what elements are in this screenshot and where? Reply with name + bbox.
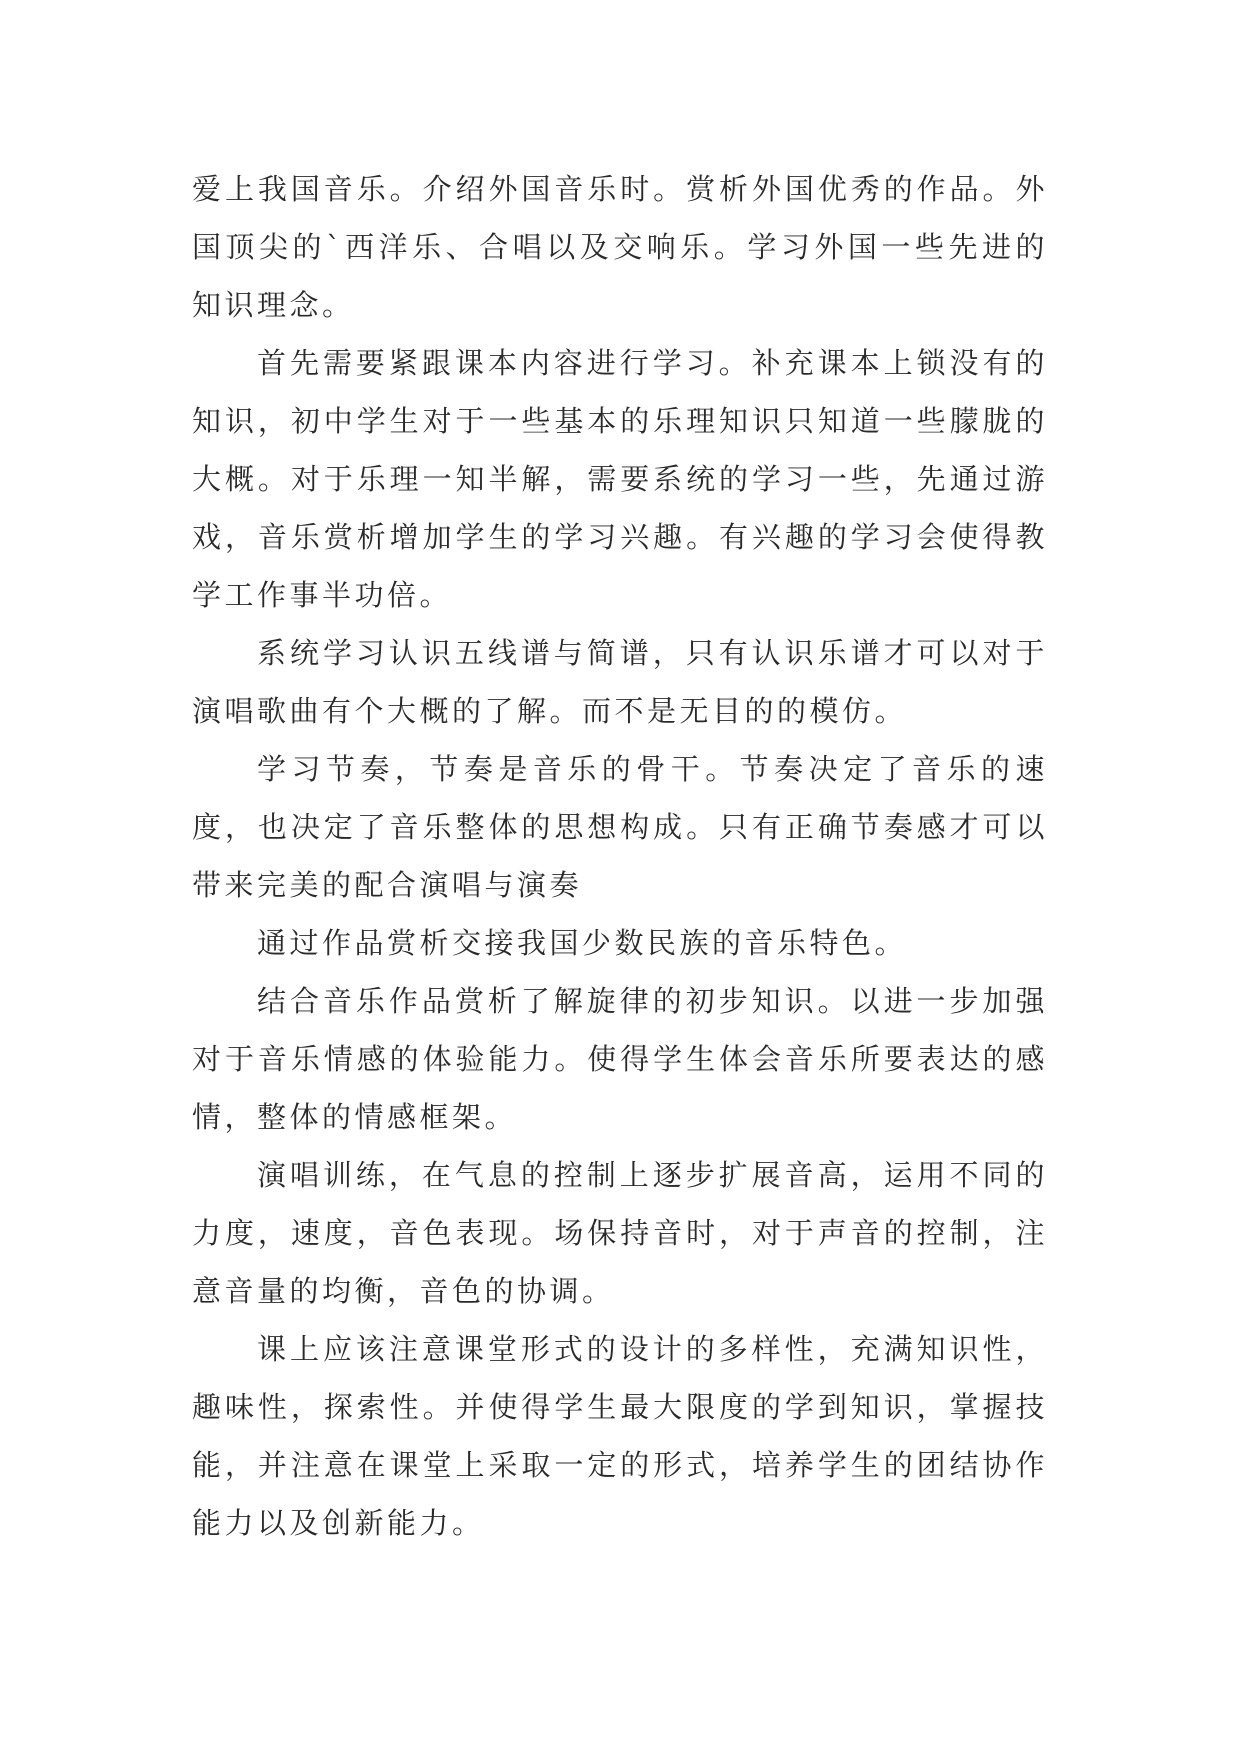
paragraph-8: 课上应该注意课堂形式的设计的多样性，充满知识性，趣味性，探索性。并使得学生最大限度的学到知识，掌握技能，并注意在课堂上采取一定的形式，培养学生的团结协作能力以及创新能力。 (192, 1332, 1048, 1540)
paragraph-3: 系统学习认识五线谱与简谱，只有认识乐谱才可以对于演唱歌曲有个大概的了解。而不是无目的的模仿。 (192, 636, 1048, 728)
paragraph-4: 学习节奏，节奏是音乐的骨干。节奏决定了音乐的速度，也决定了音乐整体的思想构成。只有正确节奏感才可以带来完美的配合演唱与演奏 (192, 752, 1048, 902)
paragraph-5: 通过作品赏析交接我国少数民族的音乐特色。 (257, 926, 908, 960)
document-body (192, 160, 1048, 1552)
paragraph-7: 演唱训练，在气息的控制上逐步扩展音高，运用不同的力度，速度，音色表现。场保持音时，对于声音的控制，注意音量的均衡，音色的协调。 (192, 1158, 1048, 1308)
paragraph-2: 首先需要紧跟课本内容进行学习。补充课本上锁没有的知识，初中学生对于一些基本的乐理知识只知道一些朦胧的大概。对于乐理一知半解，需要系统的学习一些，先通过游戏，音乐赏析增加学生的学习兴趣。有兴趣的学习会使得教学工作事半功倍。 (192, 346, 1048, 612)
paragraph-6: 结合音乐作品赏析了解旋律的初步知识。以进一步加强对于音乐情感的体验能力。使得学生体会音乐所要表达的感情，整体的情感框架。 (192, 984, 1048, 1134)
paragraph-1: 爱上我国音乐。介绍外国音乐时。赏析外国优秀的作品。外国顶尖的`西洋乐、合唱以及交响乐。学习外国一些先进的知识理念。 (192, 172, 1048, 322)
